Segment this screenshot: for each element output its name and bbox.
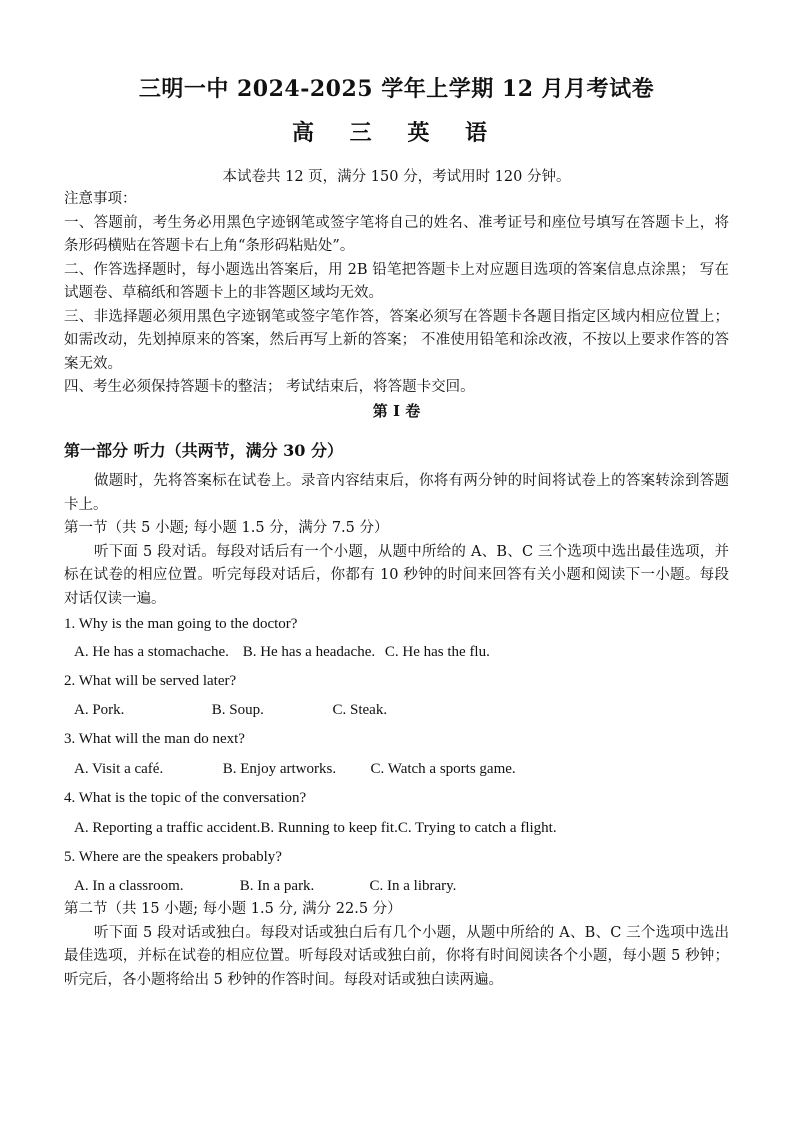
option: C. Trying to catch a flight. [397, 820, 557, 836]
exam-subject: 高 三 英 语 [292, 120, 501, 146]
question-stem: 5. Where are the speakers probably? [64, 849, 282, 865]
note-item: 一、答题前，考生务必用黑色字迹钢笔或签字笔将自己的姓名、准考证号和座位号填写在答题卡上，将条形码横贴在答题卡右上角“条形码粘贴处”。 [64, 214, 729, 254]
notes-block [64, 188, 729, 400]
section2-intro: 听下面 5 段对话或独白。每段对话或独白后有几个小题，从题中所给的 A、B、C 三个选项中选出最佳选项，并标在试卷的相应位置。听每段对话或独白前，你将有时间阅读各个小题，每小题 5 秒钟； 听完后，各小题将给出 5 秒钟的作答时间。每段对话或独白读两遍。 [64, 924, 729, 988]
option: C. Watch a sports game. [370, 761, 516, 777]
option: A. Visit a café. [74, 761, 164, 777]
part1-intro: 做题时，先将答案标在试卷上。录音内容结束后，你将有两分钟的时间将试卷上的答案转涂到答题卡上。 [64, 473, 729, 513]
question-stem: 3. What will the man do next? [64, 731, 245, 747]
option: B. Soup. [211, 702, 264, 718]
question-options [74, 702, 387, 719]
note-item: 四、考生必须保持答题卡的整洁； 考试结束后，将答题卡交回。 [64, 379, 475, 395]
option: B. Running to keep fit. [260, 820, 398, 836]
part1-intro-block [64, 470, 729, 611]
question-options [74, 761, 516, 778]
section2-title: 第二节（共 15 小题; 每小题 1.5 分, 满分 22.5 分） [64, 901, 402, 917]
option: A. He has a stomachache. [74, 644, 229, 660]
note-item: 二、作答选择题时，每小题选出答案后，用 2B 铅笔把答题卡上对应题目选项的答案信息点涂黑； 写在试题卷、草稿纸和答题卡上的非答题区域均无效。 [64, 261, 729, 301]
option: A. Pork. [74, 702, 125, 718]
question-options [74, 644, 490, 661]
exam-meta: 本试卷共 12 页，满分 150 分，考试用时 120 分钟。 [222, 169, 571, 185]
exam-title: 三明一中 2024-2025 学年上学期 12 月月考试卷 [138, 76, 655, 102]
option: C. In a library. [369, 878, 457, 894]
option: C. He has the flu. [384, 644, 490, 660]
question-stem: 1. Why is the man going to the doctor? [64, 616, 298, 632]
volume-heading: 第 I 卷 [372, 402, 421, 420]
question-options [74, 878, 456, 895]
option: B. In a park. [239, 878, 315, 894]
question-stem: 2. What will be served later? [64, 673, 237, 689]
question-options [74, 820, 557, 837]
section2-block [64, 898, 729, 992]
option: A. Reporting a traffic accident. [74, 820, 261, 836]
note-item: 三、非选择题必须用黑色字迹钢笔或签字笔作答，答案必须写在答题卡各题目指定区域内相应位置上； 如需改动，先划掉原来的答案，然后再写上新的答案； 不准使用铅笔和涂改液，不按以上要求作答的答案无效。 [64, 308, 729, 372]
section1-title: 第一节（共 5 小题; 每小题 1.5 分，满分 7.5 分） [64, 520, 389, 536]
option: C. Steak. [332, 702, 388, 718]
option: B. Enjoy artworks. [222, 761, 337, 777]
section1-intro: 听下面 5 段对话。每段对话后有一个小题，从题中所给的 A、B、C 三个选项中选出最佳选项，并标在试卷的相应位置。听完每段对话后，你都有 10 秒钟的时间来回答有关小题和阅读下一小题。每段对话仅读一遍。 [64, 543, 729, 607]
part1-title: 第一部分 听力（共两节，满分 30 分） [64, 441, 343, 460]
question-stem: 4. What is the topic of the conversation? [64, 790, 307, 806]
notes-heading: 注意事项： [64, 191, 137, 207]
option: A. In a classroom. [74, 878, 184, 894]
option: B. He has a headache. [242, 644, 376, 660]
